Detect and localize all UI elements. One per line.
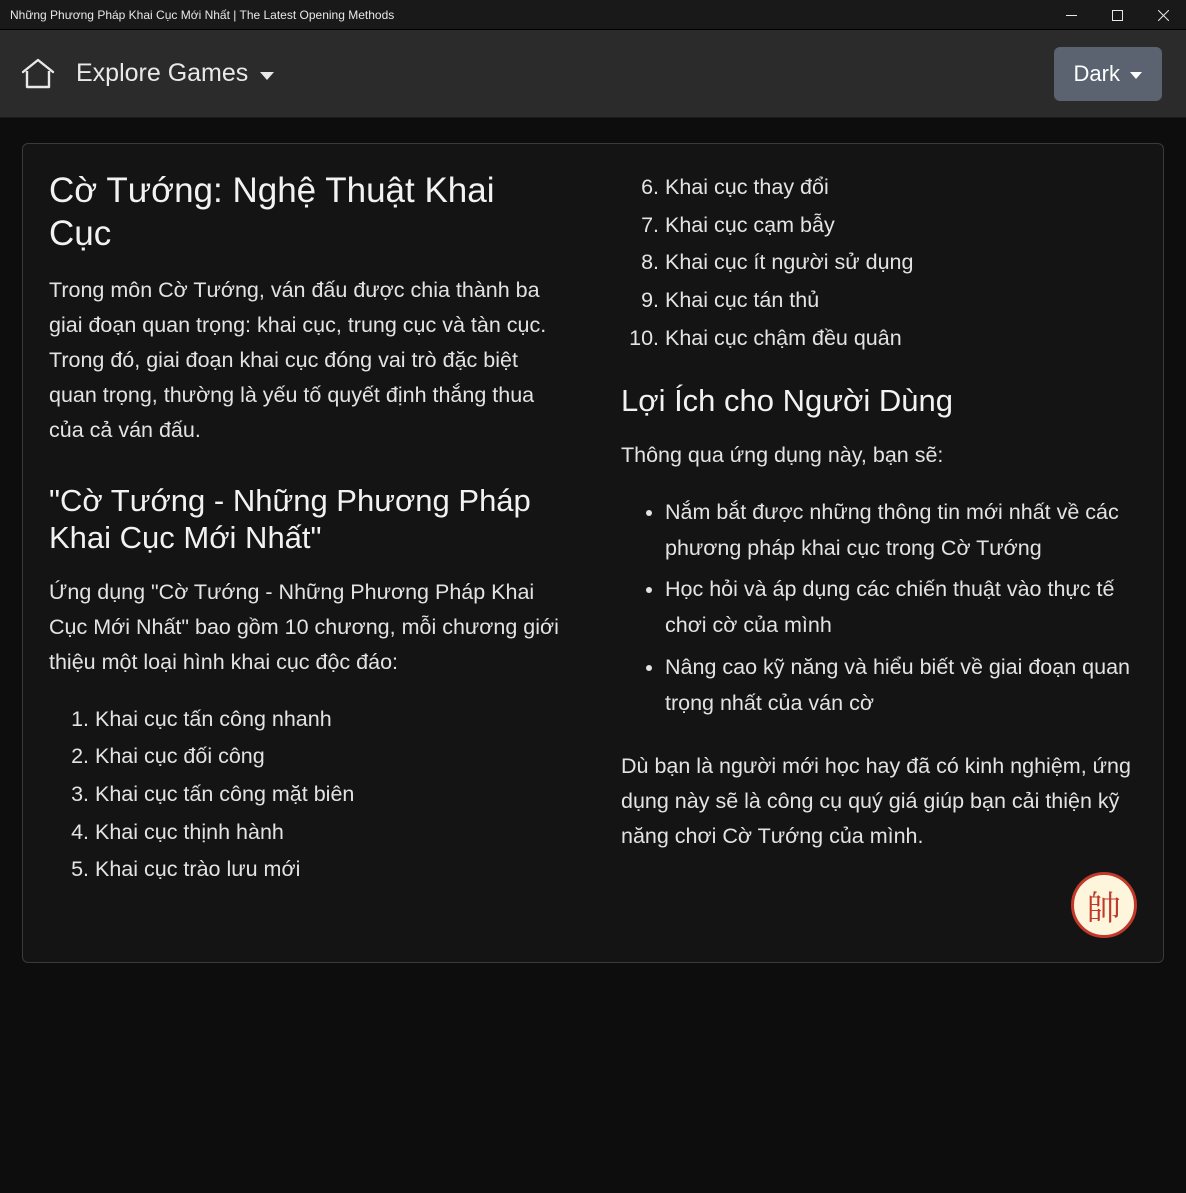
list-item: 2. Khai cục đối công — [95, 739, 565, 775]
page-title: Cờ Tướng: Nghệ Thuật Khai Cục — [49, 171, 495, 253]
window-controls — [1048, 0, 1186, 29]
home-glyph — [20, 57, 56, 91]
explore-games-label: Explore Games — [76, 59, 249, 87]
maximize-icon — [1112, 10, 1123, 21]
benefits-heading: Lợi Ích cho Người Dùng — [621, 383, 953, 419]
list-item: 8. Khai cục ít người sử dụng — [665, 245, 1137, 281]
list-item: 6. Khai cục thay đổi — [665, 170, 1137, 206]
closing-paragraph: Dù bạn là người mới học hay đã có kinh nghiệm, ứng dụng này sẽ là công cụ quý giá giúp bạn cải thiện kỹ năng chơi Cờ Tướng của mình. — [621, 754, 1131, 848]
theme-selector-button[interactable] — [1054, 47, 1162, 101]
home-icon[interactable] — [18, 54, 58, 94]
intro-paragraph: Trong môn Cờ Tướng, ván đấu được chia thành ba giai đoạn quan trọng: khai cục, trung cục và tàn cục. Trong đó, giai đoạn khai cục đóng vai trò đặc biệt quan trọng, thường là yếu tố quyết định thắng thua của cả ván đấu. — [49, 278, 547, 442]
window-titlebar — [0, 0, 1186, 30]
list-item: • Nắm bắt được những thông tin mới nhất về các phương pháp khai cục trong Cờ Tướng — [665, 495, 1137, 566]
window-title: Những Phương Pháp Khai Cục Mới Nhất | The Latest Opening Methods — [10, 7, 395, 22]
app-description-paragraph: Ứng dụng "Cờ Tướng - Những Phương Pháp Khai Cục Mới Nhất" bao gồm 10 chương, mỗi chương giới thiệu một loại hình khai cục độc đáo: — [49, 580, 559, 674]
chapter-list-left — [49, 702, 565, 888]
seal-glyph: 帥 — [1087, 888, 1121, 929]
chapter-list-right — [621, 170, 1137, 356]
list-item: 10. Khai cục chậm đều quân — [665, 321, 1137, 357]
top-navigation-bar — [0, 30, 1186, 118]
chess-general-seal-icon — [1071, 872, 1137, 938]
explore-games-menu[interactable] — [76, 59, 274, 88]
minimize-icon — [1066, 10, 1077, 21]
maximize-button[interactable] — [1094, 0, 1140, 30]
benefits-list — [621, 495, 1137, 721]
content-card — [22, 143, 1164, 963]
right-column — [621, 170, 1137, 938]
minimize-button[interactable] — [1048, 0, 1094, 30]
list-item: • Nâng cao kỹ năng và hiểu biết về giai đoạn quan trọng nhất của ván cờ — [665, 650, 1137, 721]
chevron-down-icon — [1130, 72, 1142, 79]
close-button[interactable] — [1140, 0, 1186, 30]
list-item: 9. Khai cục tán thủ — [665, 283, 1137, 319]
list-item: 3. Khai cục tấn công mặt biên — [95, 777, 565, 813]
close-icon — [1158, 10, 1169, 21]
list-item: 4. Khai cục thịnh hành — [95, 815, 565, 851]
page-body — [0, 118, 1186, 1193]
list-item: 7. Khai cục cạm bẫy — [665, 208, 1137, 244]
list-item: 5. Khai cục trào lưu mới — [95, 852, 565, 888]
list-item: • Học hỏi và áp dụng các chiến thuật vào thực tế chơi cờ của mình — [665, 572, 1137, 643]
app-title-heading: "Cờ Tướng - Những Phương Pháp Khai Cục Mới Nhất" — [49, 482, 531, 556]
theme-selector-label: Dark — [1073, 60, 1120, 86]
list-item: 1. Khai cục tấn công nhanh — [95, 702, 565, 738]
left-column — [49, 170, 565, 938]
chevron-down-icon — [260, 72, 274, 80]
benefits-intro-paragraph: Thông qua ứng dụng này, bạn sẽ: — [621, 443, 944, 468]
